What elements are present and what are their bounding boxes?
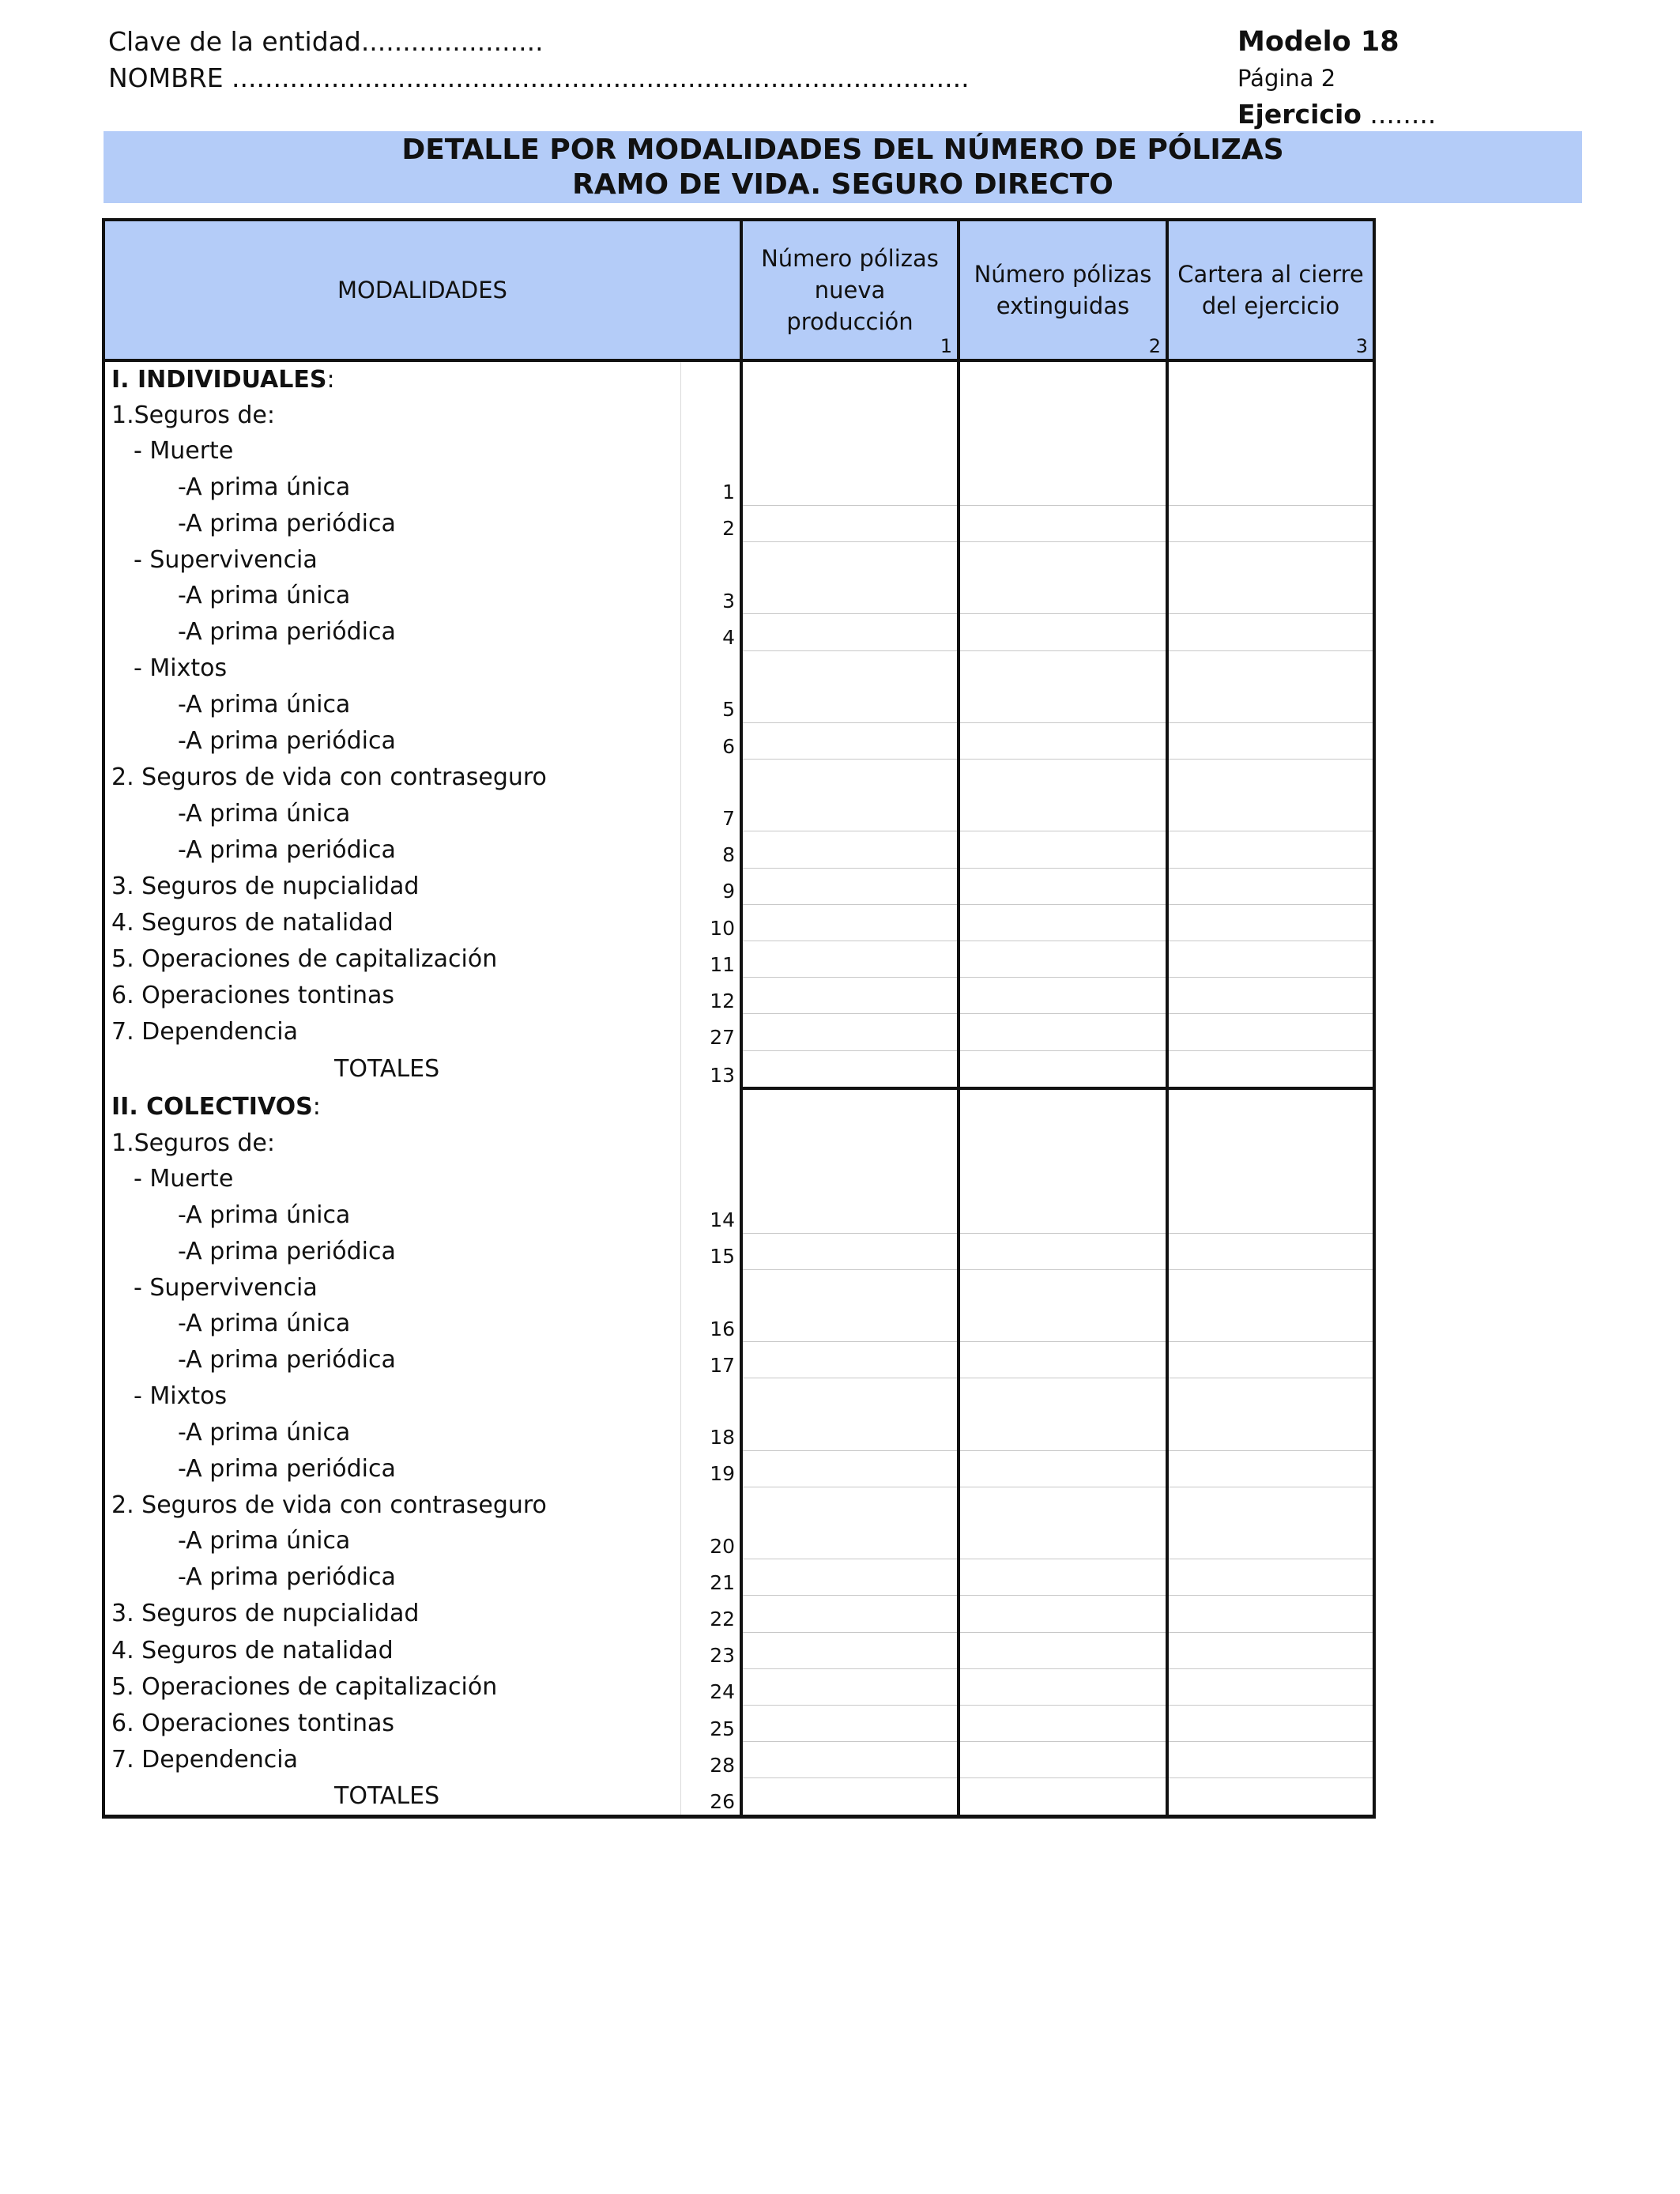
- table-row: [104, 722, 1374, 759]
- table-row: [104, 1450, 1374, 1487]
- row-number: 4: [680, 614, 741, 650]
- row-label: -A prima única: [104, 1197, 680, 1233]
- input-cell-extinguidas: [959, 360, 1167, 398]
- row-number: 21: [680, 1559, 741, 1596]
- input-cell-nueva-produccion[interactable]: [741, 868, 959, 904]
- row-number: [680, 1378, 741, 1415]
- row-number: [680, 1487, 741, 1523]
- row-label: -A prima única: [104, 795, 680, 831]
- input-cell-cartera-cierre[interactable]: [1167, 941, 1374, 978]
- table-row: [104, 1632, 1374, 1668]
- table-row: [104, 614, 1374, 650]
- row-number: 26: [680, 1778, 741, 1816]
- input-cell-nueva-produccion[interactable]: [741, 1632, 959, 1668]
- input-cell-extinguidas[interactable]: [959, 1414, 1167, 1450]
- pagina-label: Página 2: [1237, 65, 1336, 92]
- input-cell-cartera-cierre: [1167, 1269, 1374, 1306]
- table-row: [104, 1778, 1374, 1816]
- input-cell-extinguidas: [959, 541, 1167, 578]
- row-label: - Muerte: [104, 433, 680, 469]
- input-cell-nueva-produccion: [741, 1269, 959, 1306]
- input-cell-nueva-produccion[interactable]: [741, 469, 959, 506]
- row-number: 5: [680, 687, 741, 723]
- row-number: 20: [680, 1523, 741, 1559]
- input-cell-extinguidas: [959, 1269, 1167, 1306]
- input-cell-cartera-cierre[interactable]: [1167, 578, 1374, 614]
- input-cell-cartera-cierre[interactable]: [1167, 795, 1374, 831]
- header-modalidades: MODALIDADES: [104, 220, 741, 360]
- input-cell-nueva-produccion: [741, 398, 959, 433]
- input-cell-nueva-produccion[interactable]: [741, 1050, 959, 1088]
- input-cell-nueva-produccion[interactable]: [741, 505, 959, 541]
- input-cell-cartera-cierre[interactable]: [1167, 1050, 1374, 1088]
- ejercicio-field[interactable]: [1237, 96, 1436, 133]
- row-label: I. INDIVIDUALES:: [104, 360, 680, 398]
- input-cell-nueva-produccion[interactable]: [741, 722, 959, 759]
- input-cell-cartera-cierre[interactable]: [1167, 1014, 1374, 1050]
- input-cell-nueva-produccion[interactable]: [741, 831, 959, 868]
- input-cell-nueva-produccion: [741, 1487, 959, 1523]
- input-cell-cartera-cierre[interactable]: [1167, 1559, 1374, 1596]
- row-number: 22: [680, 1596, 741, 1632]
- row-number: 6: [680, 722, 741, 759]
- table-row: [104, 1414, 1374, 1450]
- table-row: [104, 1668, 1374, 1705]
- input-cell-nueva-produccion: [741, 1161, 959, 1197]
- input-cell-cartera-cierre[interactable]: [1167, 1778, 1374, 1816]
- row-label: 1.Seguros de:: [104, 1125, 680, 1161]
- row-label: - Mixtos: [104, 650, 680, 687]
- input-cell-cartera-cierre: [1167, 398, 1374, 433]
- row-number: 11: [680, 941, 741, 978]
- row-label: II. COLECTIVOS:: [104, 1088, 680, 1125]
- row-label: 7. Dependencia: [104, 1014, 680, 1050]
- input-cell-cartera-cierre[interactable]: [1167, 978, 1374, 1014]
- input-cell-nueva-produccion[interactable]: [741, 978, 959, 1014]
- input-cell-extinguidas[interactable]: [959, 904, 1167, 941]
- input-cell-cartera-cierre[interactable]: [1167, 505, 1374, 541]
- input-cell-extinguidas: [959, 1161, 1167, 1197]
- input-cell-cartera-cierre: [1167, 1125, 1374, 1161]
- input-cell-extinguidas[interactable]: [959, 722, 1167, 759]
- input-cell-extinguidas[interactable]: [959, 941, 1167, 978]
- input-cell-nueva-produccion[interactable]: [741, 1559, 959, 1596]
- input-cell-nueva-produccion: [741, 1088, 959, 1125]
- row-label: 3. Seguros de nupcialidad: [104, 1596, 680, 1632]
- input-cell-extinguidas[interactable]: [959, 1742, 1167, 1778]
- row-label: - Mixtos: [104, 1378, 680, 1415]
- row-label: 3. Seguros de nupcialidad: [104, 868, 680, 904]
- row-label: 2. Seguros de vida con contraseguro: [104, 760, 680, 796]
- input-cell-cartera-cierre[interactable]: [1167, 1342, 1374, 1378]
- input-cell-cartera-cierre[interactable]: [1167, 1450, 1374, 1487]
- input-cell-extinguidas: [959, 1088, 1167, 1125]
- input-cell-cartera-cierre[interactable]: [1167, 1306, 1374, 1342]
- input-cell-cartera-cierre[interactable]: [1167, 1596, 1374, 1632]
- header-nueva-produccion: Número pólizas nueva producción 1: [741, 220, 959, 360]
- table-row: [104, 578, 1374, 614]
- table-row: [104, 433, 1374, 469]
- input-cell-nueva-produccion[interactable]: [741, 1778, 959, 1816]
- row-number: [680, 1125, 741, 1161]
- table-row: [104, 650, 1374, 687]
- input-cell-nueva-produccion[interactable]: [741, 795, 959, 831]
- row-label: -A prima periódica: [104, 1233, 680, 1269]
- table-row: [104, 868, 1374, 904]
- input-cell-cartera-cierre: [1167, 433, 1374, 469]
- clave-entidad-field[interactable]: Clave de la entidad......................: [108, 26, 544, 57]
- row-label: -A prima periódica: [104, 722, 680, 759]
- row-number: 1: [680, 469, 741, 506]
- input-cell-nueva-produccion: [741, 433, 959, 469]
- row-number: [680, 398, 741, 433]
- input-cell-extinguidas[interactable]: [959, 1668, 1167, 1705]
- table-row: [104, 1306, 1374, 1342]
- input-cell-nueva-produccion: [741, 1378, 959, 1415]
- header-cartera-cierre: Cartera al cierre del ejercicio 3: [1167, 220, 1374, 360]
- title-line-1: DETALLE POR MODALIDADES DEL NÚMERO DE PÓLIZAS: [401, 133, 1284, 166]
- input-cell-extinguidas[interactable]: [959, 1233, 1167, 1269]
- row-label: 5. Operaciones de capitalización: [104, 1668, 680, 1705]
- input-cell-nueva-produccion[interactable]: [741, 904, 959, 941]
- row-number: 16: [680, 1306, 741, 1342]
- input-cell-cartera-cierre[interactable]: [1167, 1742, 1374, 1778]
- table-row: [104, 1378, 1374, 1415]
- input-cell-extinguidas: [959, 760, 1167, 796]
- col-number: 1: [940, 335, 952, 357]
- table-row: [104, 687, 1374, 723]
- table-header-row: [104, 220, 1374, 360]
- table-row: [104, 398, 1374, 433]
- row-number: 8: [680, 831, 741, 868]
- input-cell-extinguidas[interactable]: [959, 1014, 1167, 1050]
- input-cell-extinguidas: [959, 1125, 1167, 1161]
- input-cell-nueva-produccion[interactable]: [741, 1014, 959, 1050]
- row-number: 18: [680, 1414, 741, 1450]
- row-number: [680, 1269, 741, 1306]
- input-cell-nueva-produccion[interactable]: [741, 1523, 959, 1559]
- row-label: -A prima única: [104, 1523, 680, 1559]
- input-cell-cartera-cierre[interactable]: [1167, 904, 1374, 941]
- input-cell-extinguidas[interactable]: [959, 795, 1167, 831]
- row-label: 6. Operaciones tontinas: [104, 1705, 680, 1741]
- row-number: 17: [680, 1342, 741, 1378]
- input-cell-cartera-cierre[interactable]: [1167, 469, 1374, 506]
- header-extinguidas: Número pólizas extinguidas 2: [959, 220, 1167, 360]
- input-cell-cartera-cierre[interactable]: [1167, 1523, 1374, 1559]
- table-row: [104, 1197, 1374, 1233]
- input-cell-cartera-cierre: [1167, 1088, 1374, 1125]
- table-row: [104, 1233, 1374, 1269]
- row-label: -A prima única: [104, 578, 680, 614]
- input-cell-cartera-cierre[interactable]: [1167, 1632, 1374, 1668]
- input-cell-nueva-produccion: [741, 650, 959, 687]
- row-label: -A prima periódica: [104, 831, 680, 868]
- row-number: 25: [680, 1705, 741, 1741]
- row-number: 15: [680, 1233, 741, 1269]
- row-number: 9: [680, 868, 741, 904]
- table-row: [104, 541, 1374, 578]
- input-cell-nueva-produccion: [741, 360, 959, 398]
- row-label: - Muerte: [104, 1161, 680, 1197]
- row-label: 4. Seguros de natalidad: [104, 904, 680, 941]
- input-cell-nueva-produccion[interactable]: [741, 614, 959, 650]
- input-cell-nueva-produccion[interactable]: [741, 1705, 959, 1741]
- input-cell-nueva-produccion[interactable]: [741, 1306, 959, 1342]
- input-cell-extinguidas[interactable]: [959, 868, 1167, 904]
- input-cell-cartera-cierre[interactable]: [1167, 687, 1374, 723]
- input-cell-nueva-produccion[interactable]: [741, 1742, 959, 1778]
- input-cell-extinguidas[interactable]: [959, 1050, 1167, 1088]
- row-label: TOTALES: [104, 1778, 680, 1816]
- input-cell-extinguidas[interactable]: [959, 1705, 1167, 1741]
- row-number: [680, 650, 741, 687]
- table-row: [104, 1523, 1374, 1559]
- row-label: -A prima única: [104, 1306, 680, 1342]
- row-label: 2. Seguros de vida con contraseguro: [104, 1487, 680, 1523]
- input-cell-extinguidas[interactable]: [959, 578, 1167, 614]
- input-cell-extinguidas[interactable]: [959, 1306, 1167, 1342]
- input-cell-extinguidas[interactable]: [959, 831, 1167, 868]
- input-cell-cartera-cierre[interactable]: [1167, 614, 1374, 650]
- input-cell-cartera-cierre: [1167, 1161, 1374, 1197]
- col-number: 3: [1355, 335, 1368, 357]
- input-cell-extinguidas[interactable]: [959, 978, 1167, 1014]
- row-label: 4. Seguros de natalidad: [104, 1632, 680, 1668]
- table-row: [104, 795, 1374, 831]
- input-cell-cartera-cierre: [1167, 360, 1374, 398]
- row-number: 2: [680, 505, 741, 541]
- row-number: [680, 360, 741, 398]
- table-row: [104, 831, 1374, 868]
- table-row: [104, 1050, 1374, 1088]
- input-cell-nueva-produccion[interactable]: [741, 1233, 959, 1269]
- row-number: 13: [680, 1050, 741, 1088]
- row-label: TOTALES: [104, 1050, 680, 1088]
- table-row: [104, 941, 1374, 978]
- row-number: [680, 1088, 741, 1125]
- input-cell-extinguidas[interactable]: [959, 1450, 1167, 1487]
- input-cell-nueva-produccion[interactable]: [741, 1450, 959, 1487]
- row-label: - Supervivencia: [104, 1269, 680, 1306]
- input-cell-nueva-produccion[interactable]: [741, 578, 959, 614]
- input-cell-cartera-cierre: [1167, 1378, 1374, 1415]
- row-label: - Supervivencia: [104, 541, 680, 578]
- row-number: 28: [680, 1742, 741, 1778]
- table-row: [104, 1742, 1374, 1778]
- input-cell-extinguidas[interactable]: [959, 614, 1167, 650]
- row-number: 10: [680, 904, 741, 941]
- table-row: [104, 1705, 1374, 1741]
- input-cell-extinguidas[interactable]: [959, 1596, 1167, 1632]
- table-row: [104, 1125, 1374, 1161]
- row-label: 6. Operaciones tontinas: [104, 978, 680, 1014]
- input-cell-cartera-cierre[interactable]: [1167, 1414, 1374, 1450]
- row-number: 27: [680, 1014, 741, 1050]
- row-number: 23: [680, 1632, 741, 1668]
- input-cell-cartera-cierre[interactable]: [1167, 1233, 1374, 1269]
- nombre-field[interactable]: NOMBRE .........................................................................................: [108, 62, 970, 93]
- input-cell-cartera-cierre[interactable]: [1167, 1197, 1374, 1233]
- input-cell-extinguidas: [959, 398, 1167, 433]
- input-cell-nueva-produccion: [741, 541, 959, 578]
- row-label: -A prima única: [104, 687, 680, 723]
- table-row: [104, 1269, 1374, 1306]
- input-cell-nueva-produccion: [741, 760, 959, 796]
- row-label: -A prima periódica: [104, 1450, 680, 1487]
- row-number: [680, 541, 741, 578]
- input-cell-nueva-produccion: [741, 1125, 959, 1161]
- row-label: 5. Operaciones de capitalización: [104, 941, 680, 978]
- input-cell-cartera-cierre: [1167, 1487, 1374, 1523]
- entity-header: [108, 24, 970, 96]
- table-row: [104, 1161, 1374, 1197]
- table-row: [104, 760, 1374, 796]
- table-row: [104, 360, 1374, 398]
- input-cell-extinguidas[interactable]: [959, 1523, 1167, 1559]
- row-number: [680, 760, 741, 796]
- input-cell-nueva-produccion[interactable]: [741, 687, 959, 723]
- input-cell-extinguidas[interactable]: [959, 1778, 1167, 1816]
- row-label: -A prima periódica: [104, 614, 680, 650]
- input-cell-cartera-cierre[interactable]: [1167, 722, 1374, 759]
- row-label: 7. Dependencia: [104, 1742, 680, 1778]
- input-cell-cartera-cierre[interactable]: [1167, 831, 1374, 868]
- input-cell-nueva-produccion[interactable]: [741, 1197, 959, 1233]
- ejercicio-dots: ........: [1361, 99, 1437, 130]
- input-cell-extinguidas: [959, 650, 1167, 687]
- table-row: [104, 978, 1374, 1014]
- row-number: [680, 433, 741, 469]
- row-number: 12: [680, 978, 741, 1014]
- col-number: 2: [1148, 335, 1161, 357]
- modelo-label: Modelo 18: [1237, 26, 1399, 58]
- input-cell-cartera-cierre: [1167, 650, 1374, 687]
- input-cell-extinguidas[interactable]: [959, 1559, 1167, 1596]
- input-cell-extinguidas[interactable]: [959, 1632, 1167, 1668]
- table-row: [104, 1342, 1374, 1378]
- table-row: [104, 1596, 1374, 1632]
- input-cell-extinguidas[interactable]: [959, 1197, 1167, 1233]
- row-label: -A prima periódica: [104, 1559, 680, 1596]
- row-number: [680, 1161, 741, 1197]
- input-cell-cartera-cierre: [1167, 760, 1374, 796]
- input-cell-extinguidas: [959, 433, 1167, 469]
- input-cell-extinguidas: [959, 1487, 1167, 1523]
- table-row: [104, 1088, 1374, 1125]
- input-cell-nueva-produccion[interactable]: [741, 941, 959, 978]
- row-number: 24: [680, 1668, 741, 1705]
- input-cell-cartera-cierre[interactable]: [1167, 868, 1374, 904]
- row-label: -A prima única: [104, 469, 680, 506]
- form-title: [104, 131, 1582, 203]
- input-cell-extinguidas[interactable]: [959, 505, 1167, 541]
- input-cell-nueva-produccion[interactable]: [741, 1668, 959, 1705]
- input-cell-cartera-cierre: [1167, 541, 1374, 578]
- row-number: 7: [680, 795, 741, 831]
- input-cell-nueva-produccion[interactable]: [741, 1596, 959, 1632]
- input-cell-cartera-cierre[interactable]: [1167, 1668, 1374, 1705]
- row-label: -A prima única: [104, 1414, 680, 1450]
- input-cell-extinguidas: [959, 1378, 1167, 1415]
- row-number: 14: [680, 1197, 741, 1233]
- table-row: [104, 904, 1374, 941]
- row-number: 19: [680, 1450, 741, 1487]
- input-cell-nueva-produccion[interactable]: [741, 1414, 959, 1450]
- input-cell-nueva-produccion[interactable]: [741, 1342, 959, 1378]
- input-cell-extinguidas[interactable]: [959, 1342, 1167, 1378]
- table-row: [104, 1559, 1374, 1596]
- input-cell-extinguidas[interactable]: [959, 469, 1167, 506]
- input-cell-cartera-cierre[interactable]: [1167, 1705, 1374, 1741]
- row-number: 3: [680, 578, 741, 614]
- model-header: [1237, 24, 1436, 133]
- polizas-table: [102, 218, 1373, 1819]
- table-row: [104, 505, 1374, 541]
- title-line-2: RAMO DE VIDA. SEGURO DIRECTO: [572, 168, 1113, 201]
- table-row: [104, 1014, 1374, 1050]
- row-label: -A prima periódica: [104, 1342, 680, 1378]
- row-label: 1.Seguros de:: [104, 398, 680, 433]
- ejercicio-label: Ejercicio: [1237, 99, 1362, 130]
- table-row: [104, 469, 1374, 506]
- table-row: [104, 1487, 1374, 1523]
- input-cell-extinguidas[interactable]: [959, 687, 1167, 723]
- row-label: -A prima periódica: [104, 505, 680, 541]
